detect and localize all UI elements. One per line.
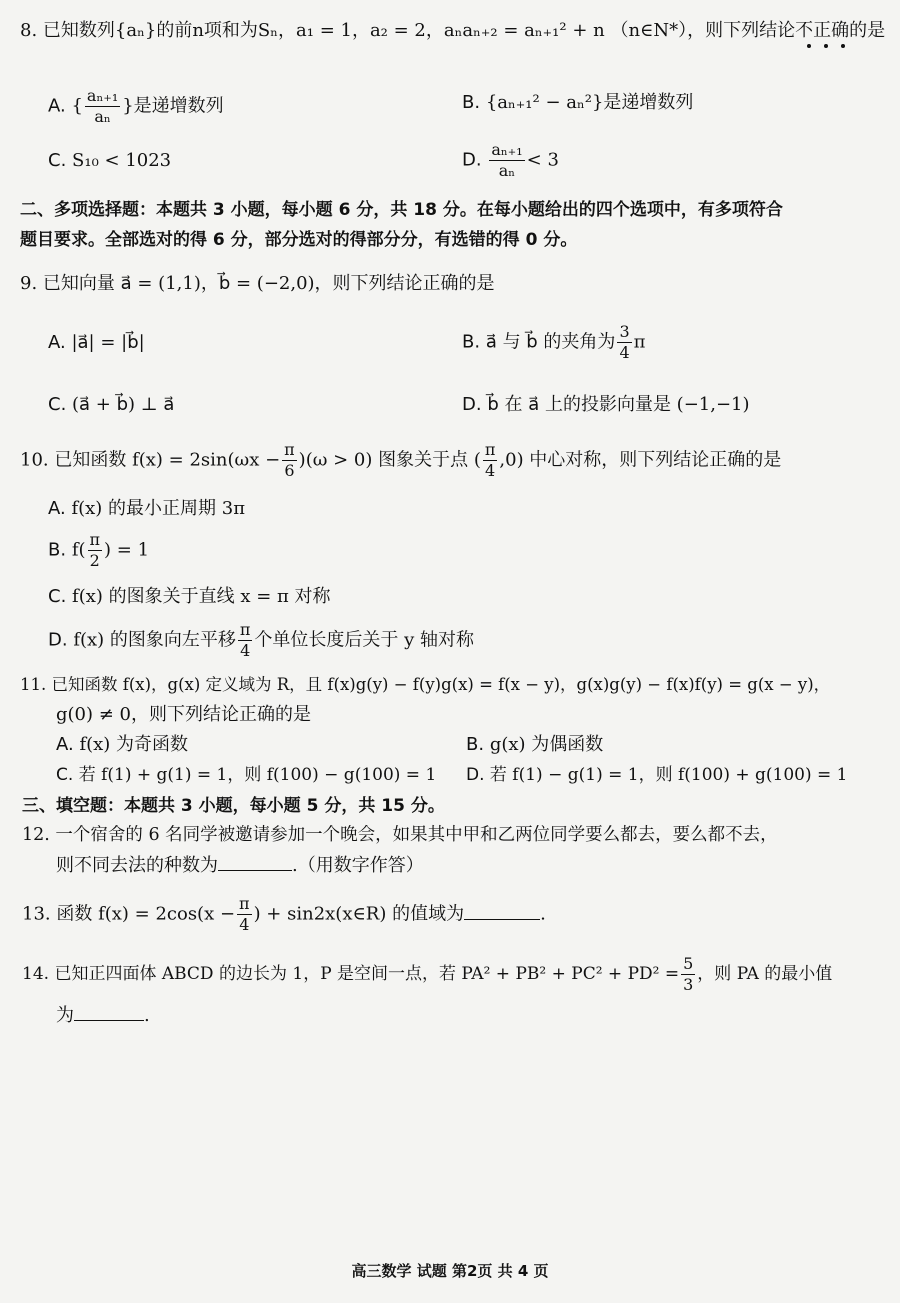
q11-option-c [56,762,436,788]
fraction-numerator: 5 [683,954,694,973]
q8-option-b [462,90,693,116]
option-lbrace: { [71,95,83,117]
option-text: f(x) 为奇函数 [79,734,189,755]
section2-heading-line2: 题目要求。全部选对的得 6 分，部分选对的得部分分，有选错的得 0 分。 [20,230,578,250]
q10-stem [20,440,781,481]
q12-text: .（用数字作答） [292,855,424,876]
option-text: 若 f(1) − g(1) = 1，则 f(100) + g(100) = 1 [489,765,848,785]
fraction [617,322,631,363]
q11-option-a [56,732,188,758]
fraction [483,440,498,481]
q12-line2 [56,852,424,879]
q9-option-c [48,392,174,418]
option-label: B. [462,92,481,113]
q9-option-a [48,330,145,356]
fraction [88,530,103,571]
option-text: < 3 [526,149,559,171]
option-text: |a⃗| = |b⃗| [71,332,145,353]
emphasis-dot [841,44,845,48]
fraction-numerator: π [284,440,295,459]
option-label: D. [462,149,482,171]
option-label: A. [48,332,66,353]
fraction-numerator: aₙ₊₁ [86,86,119,105]
fraction-numerator: π [484,440,496,459]
option-text: 若 f(1) + g(1) = 1，则 f(100) − g(100) = 1 [78,765,437,785]
option-text: S₁₀ < 1023 [72,150,172,171]
emphasis-dot [824,44,828,48]
q11-stem-line1: 11. 已知函数 f(x)，g(x) 定义域为 R，且 f(x)g(y) − f(y)g(x) = f(x − y)，g(x)g(y) − f(x)f(y) = g(x − y)， [20,675,831,694]
option-text: b⃗ 在 a⃗ 上的投影向量是 (−1,−1) [487,394,750,415]
q8-option-d [462,140,559,181]
option-label: C. [48,150,67,171]
q10-option-c [48,584,331,610]
option-label: D. [48,629,68,651]
q14-line1 [22,954,832,995]
option-label: B. [466,734,485,755]
option-label: A. [48,95,66,117]
option-text: }是递增数列 [122,95,224,117]
option-label: C. [48,394,67,415]
fraction-numerator: π [239,620,251,639]
fraction [681,954,695,995]
fraction-numerator: aₙ₊₁ [491,140,523,159]
emphasis-dot [807,44,811,48]
q9-option-d [462,392,750,418]
option-label: A. [48,498,66,519]
option-text: f( [71,539,86,561]
q10-stem-part: 10. 已知函数 f(x) = 2sin(ωx − [20,449,281,471]
section2-heading-line1: 二、多项选择题：本题共 3 小题，每小题 6 分，共 18 分。在每小题给出的四个选项中，有多项符合 [20,200,783,220]
option-label: D. [462,394,482,415]
q14-text: 为 [56,1005,74,1026]
fraction-denominator: 4 [240,641,251,660]
q9-option-b [462,322,645,363]
q13-line [22,894,546,935]
fraction-denominator: aₙ [94,107,111,126]
answer-blank [464,901,540,920]
fraction-denominator: 2 [89,551,100,570]
q12-text: 则不同去法的种数为 [56,855,218,876]
answer-blank [218,852,292,871]
q11-option-d [466,762,848,788]
section3-heading: 三、填空题：本题共 3 小题，每小题 5 分，共 15 分。 [22,796,445,816]
fraction-denominator: aₙ [498,161,516,180]
fraction-numerator: π [239,894,250,913]
q11-option-b [466,732,603,758]
option-text: g(x) 为偶函数 [489,734,604,755]
q8-option-a [48,86,224,127]
option-label: D. [466,765,485,785]
answer-blank [74,1002,144,1021]
option-text: a⃗ 与 b⃗ 的夹角为 [485,331,616,353]
option-label: C. [48,586,67,607]
fraction-numerator: π [89,530,101,549]
q14-line2 [56,1002,150,1029]
fraction-denominator: 4 [619,343,630,362]
q12-line1: 12. 一个宿舍的 6 名同学被邀请参加一个晚会，如果其中甲和乙两位同学要么都去，要么都不去， [22,825,778,845]
option-text: ) = 1 [104,539,150,561]
option-text: {aₙ₊₁² − aₙ²}是递增数列 [485,92,694,113]
fraction [85,86,120,127]
fraction-denominator: 4 [239,915,250,934]
q8-stem: 8. 已知数列{aₙ}的前n项和为Sₙ，a₁ = 1，a₂ = 2，aₙaₙ₊₂ = aₙ₊₁² + n （n∈N*），则下列结论不正确的是 [20,20,886,41]
option-text: 个单位长度后关于 y 轴对称 [254,629,475,651]
fraction-numerator: 3 [619,322,630,341]
q9-stem: 9. 已知向量 a⃗ = (1,1)，b⃗ = (−2,0)，则下列结论正确的是 [20,273,495,294]
q13-text: ) + sin2x(x∈R) 的值域为 [253,903,465,925]
q14-text: 14. 已知正四面体 ABCD 的边长为 1，P 是空间一点，若 PA² + PB² + PC² + PD² = [22,964,680,984]
q13-text: 13. 函数 f(x) = 2cos(x − [22,903,236,925]
fraction-denominator: 3 [683,975,694,994]
q10-option-b [48,530,149,571]
q10-option-d [48,620,474,661]
fraction [238,620,253,661]
q11-stem-line2: g(0) ≠ 0，则下列结论正确的是 [56,704,311,725]
option-label: B. [48,539,67,561]
option-label: A. [56,734,74,755]
q13-text: . [540,903,546,925]
q8-option-c [48,148,171,174]
q14-text: ，则 PA 的最小值 [697,964,833,984]
option-label: C. [56,765,74,785]
option-text: f(x) 的最小正周期 3π [71,498,246,519]
fraction [489,140,524,181]
option-text: (a⃗ + b⃗) ⊥ a⃗ [72,394,175,415]
q10-option-a [48,496,245,522]
fraction-denominator: 6 [284,461,295,480]
q14-text: . [144,1005,150,1026]
fraction [282,440,297,481]
option-text: f(x) 的图象向左平移 [73,629,236,651]
fraction-denominator: 4 [485,461,496,480]
option-label: B. [462,331,481,353]
page-footer: 高三数学 试题 第2页 共 4 页 [351,1262,549,1280]
q10-stem-part: )(ω > 0) 图象关于点 ( [298,449,481,471]
q10-stem-part: ,0) 中心对称，则下列结论正确的是 [499,449,782,471]
option-text: f(x) 的图象关于直线 x = π 对称 [72,586,331,607]
fraction [237,894,252,935]
option-text-tail: π [633,331,646,353]
